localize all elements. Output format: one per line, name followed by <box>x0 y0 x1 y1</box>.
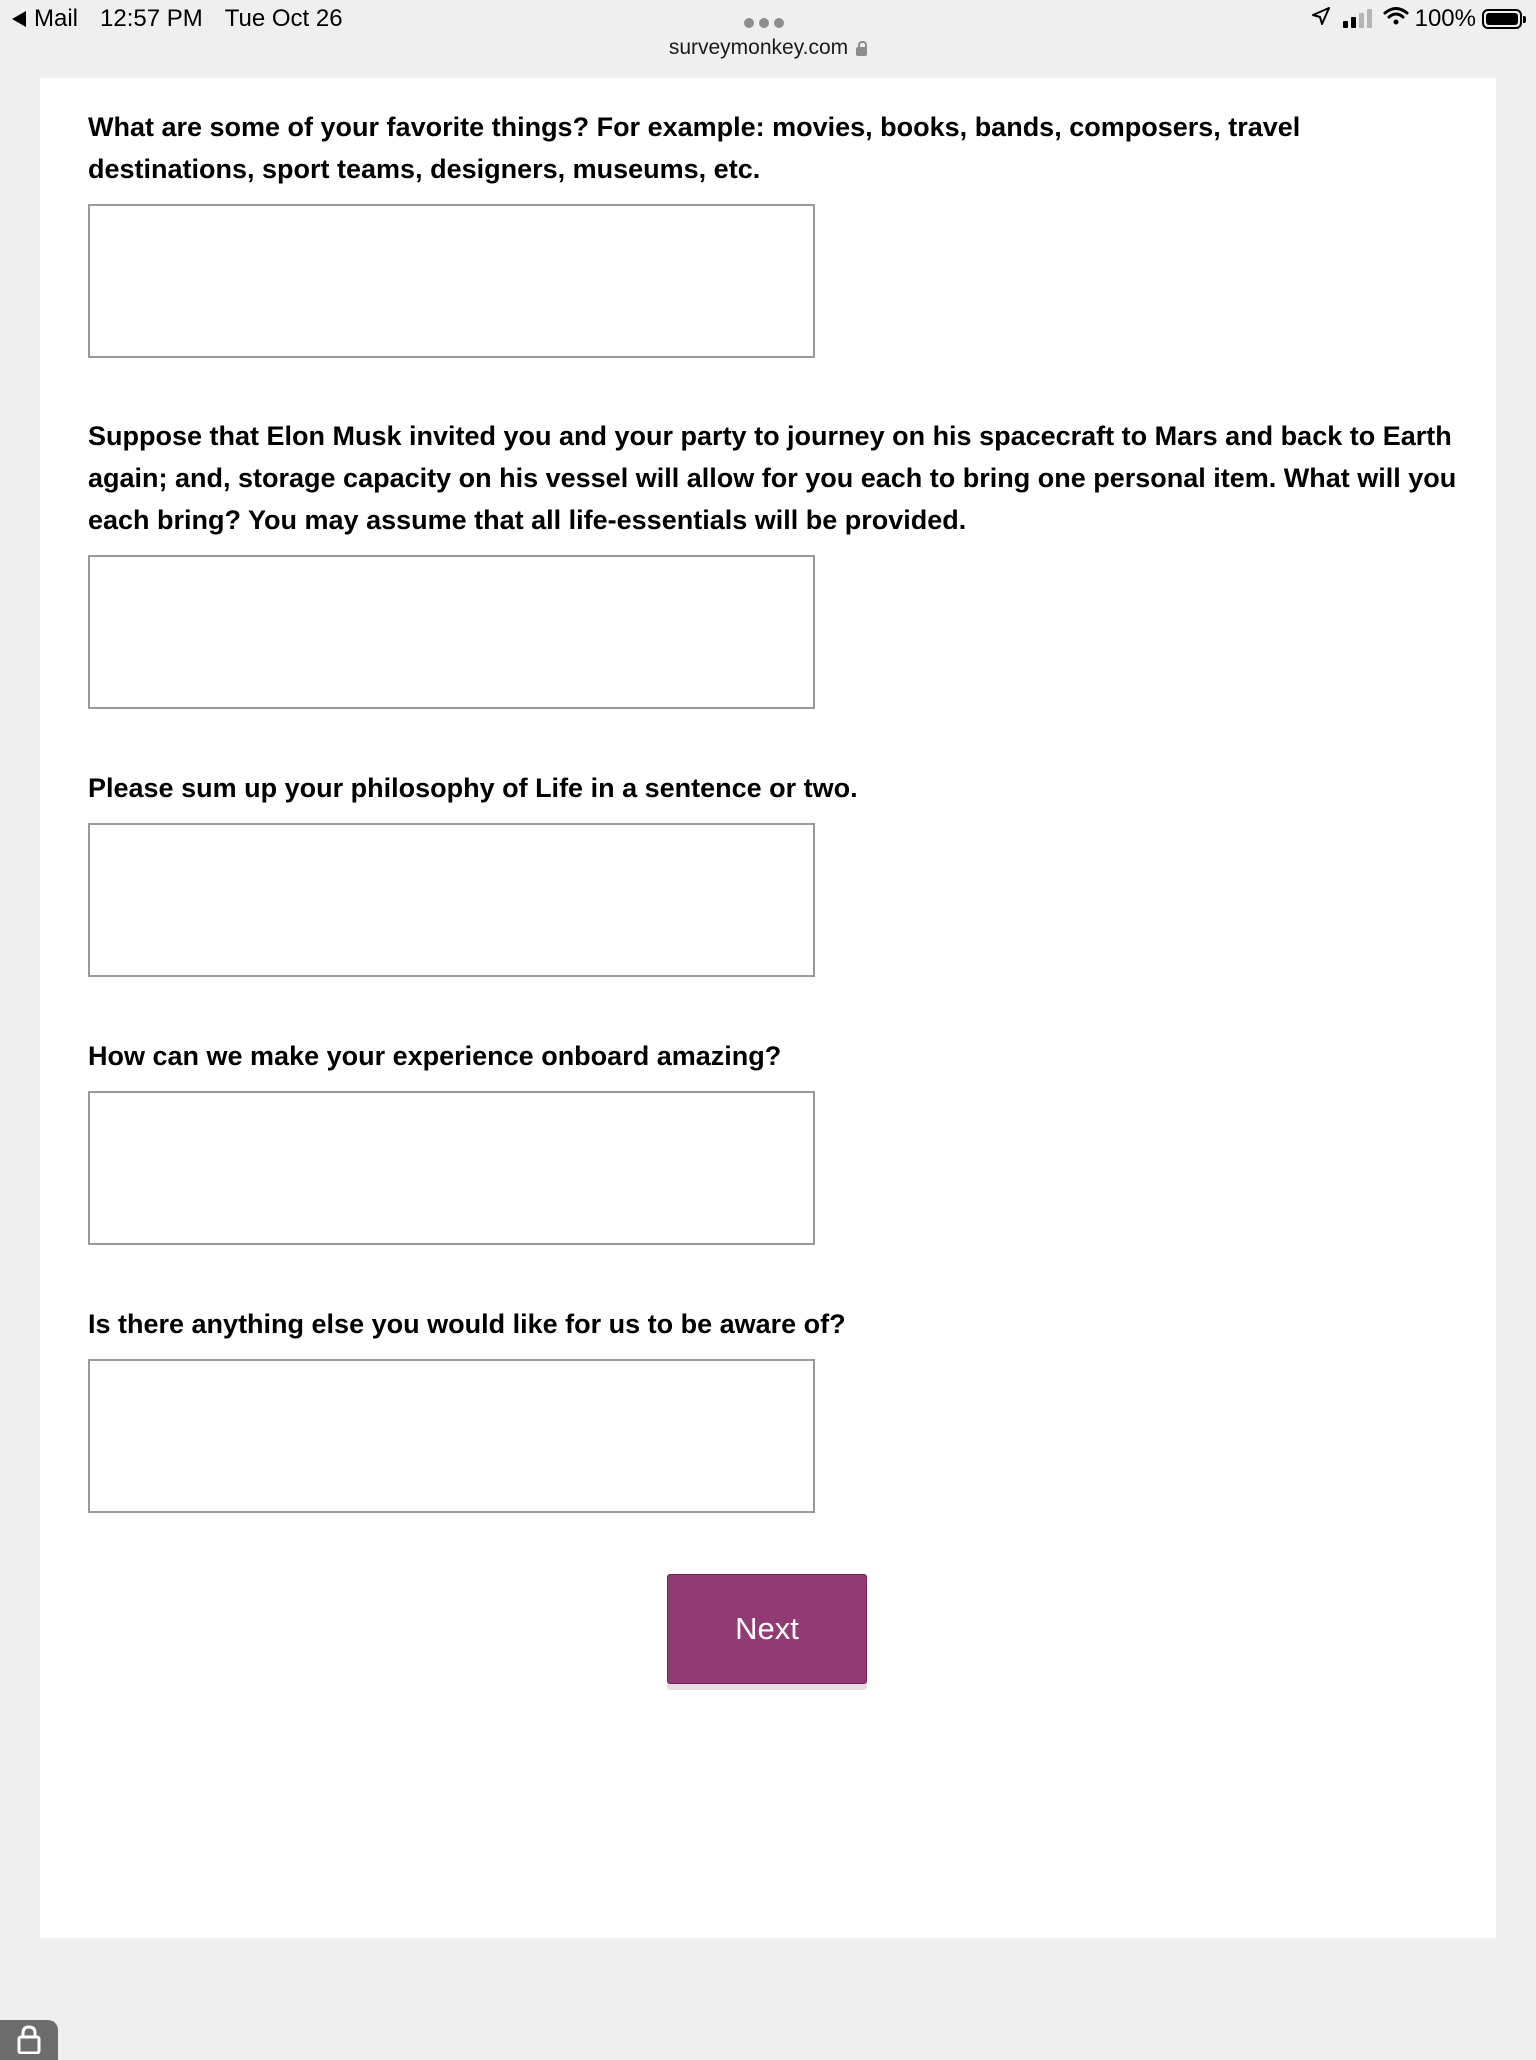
status-right <box>1311 5 1522 33</box>
battery-percent: 100% <box>1414 5 1476 32</box>
question-title: Please sum up your philosophy of Life in a sentence or two. <box>88 773 858 803</box>
answer-experience[interactable] <box>88 1091 815 1245</box>
question-favorite-things <box>88 106 1468 358</box>
next-button[interactable]: Next <box>667 1574 867 1684</box>
question-mars-item <box>88 415 1468 709</box>
question-anything-else <box>88 1303 1468 1513</box>
bottom-lock-icon[interactable] <box>0 2020 58 2060</box>
answer-favorite-things[interactable] <box>88 204 815 358</box>
signal-icon <box>1343 10 1375 28</box>
back-app-label[interactable]: Mail <box>34 5 79 32</box>
question-experience <box>88 1035 1468 1245</box>
lock-icon <box>856 47 867 56</box>
answer-anything-else[interactable] <box>88 1359 815 1513</box>
question-title: How can we make your experience onboard amazing? <box>88 1041 782 1071</box>
status-date: Tue Oct 26 <box>224 5 343 32</box>
question-title: Is there anything else you would like for us to be aware of? <box>88 1309 846 1339</box>
survey-card <box>40 78 1496 1938</box>
url-bar[interactable] <box>0 36 1536 60</box>
url-text[interactable]: surveymonkey.com <box>668 36 849 59</box>
location-icon <box>1311 5 1331 33</box>
answer-philosophy[interactable] <box>88 823 815 977</box>
question-philosophy <box>88 767 1468 977</box>
wifi-icon <box>1383 5 1409 33</box>
question-title: Suppose that Elon Musk invited you and your party to journey on his spacecraft to Mars and back to Earth again; and, storage capacity on his vessel will allow for you each to bring one personal item. What will you each bring? You may assume that all life-essentials will be provided. <box>88 421 1457 535</box>
answer-mars-item[interactable] <box>88 555 815 709</box>
status-left <box>12 5 343 33</box>
multitask-dots-icon[interactable] <box>744 18 784 28</box>
back-arrow-icon[interactable] <box>12 11 26 27</box>
battery-icon <box>1482 9 1522 29</box>
status-time: 12:57 PM <box>100 5 203 32</box>
question-title: What are some of your favorite things? For example: movies, books, bands, composers, travel destinations, sport teams, designers, museums, etc. <box>88 112 1301 184</box>
